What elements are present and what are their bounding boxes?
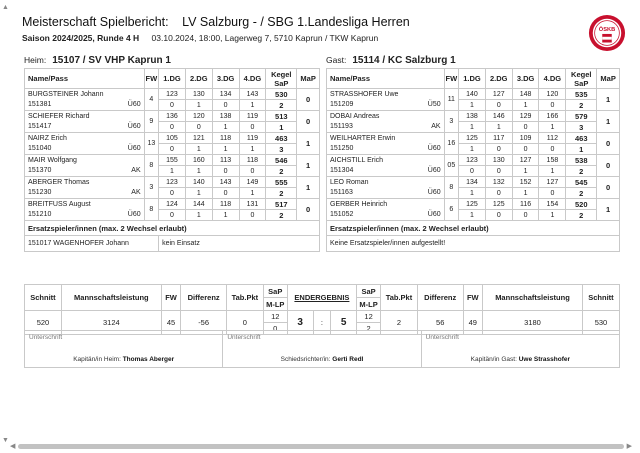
set-point: 0 bbox=[512, 144, 539, 155]
game-score: 130 bbox=[485, 155, 512, 166]
player-sap: 2 bbox=[266, 166, 297, 177]
player-row bbox=[25, 111, 320, 122]
set-point: 0 bbox=[512, 210, 539, 221]
player-class: Ü60 bbox=[127, 210, 141, 218]
game-score: 118 bbox=[212, 199, 239, 210]
player-map: 1 bbox=[297, 155, 320, 177]
guest-captain-signature: Unterschrift Kapitän/in Gast: Uwe Strasshofer bbox=[425, 334, 570, 363]
substitute-status: kein Einsatz bbox=[159, 236, 320, 252]
player-name: LEO Roman bbox=[330, 178, 369, 186]
set-point: 1 bbox=[159, 166, 186, 177]
set-point: 0 bbox=[159, 188, 186, 199]
player-map: 1 bbox=[297, 133, 320, 155]
set-point: 1 bbox=[512, 188, 539, 199]
game-score: 117 bbox=[485, 133, 512, 144]
game-score: 130 bbox=[185, 89, 212, 100]
player-class: Ü60 bbox=[127, 122, 141, 130]
player-name: AICHSTILL Erich bbox=[330, 156, 384, 164]
player-sap: 2 bbox=[266, 188, 297, 199]
column-header: 1.DG bbox=[459, 69, 486, 89]
player-name-cell bbox=[327, 89, 445, 111]
set-point: 0 bbox=[485, 144, 512, 155]
set-point: 1 bbox=[185, 188, 212, 199]
player-kegel-total: 530 bbox=[266, 89, 297, 100]
player-class: AK bbox=[431, 122, 441, 130]
set-point: 1 bbox=[485, 122, 512, 133]
game-score: 119 bbox=[239, 111, 266, 122]
player-fw: 8 bbox=[144, 155, 158, 177]
game-score: 121 bbox=[185, 133, 212, 144]
player-map: 0 bbox=[297, 111, 320, 133]
player-fw: 4 bbox=[144, 89, 158, 111]
player-row bbox=[327, 199, 620, 210]
player-kegel-total: 579 bbox=[566, 111, 597, 122]
game-score: 143 bbox=[239, 89, 266, 100]
column-header: 2.DG bbox=[485, 69, 512, 89]
set-point: 1 bbox=[185, 210, 212, 221]
player-class: Ü60 bbox=[427, 188, 441, 196]
game-score: 160 bbox=[185, 155, 212, 166]
player-pass: 151052 bbox=[330, 210, 354, 218]
game-score: 140 bbox=[459, 89, 486, 100]
player-fw: 6 bbox=[444, 199, 458, 221]
player-fw: 13 bbox=[144, 133, 158, 155]
game-score: 134 bbox=[459, 177, 486, 188]
set-point: 1 bbox=[212, 210, 239, 221]
player-row bbox=[327, 177, 620, 188]
game-score: 166 bbox=[539, 111, 566, 122]
player-sap: 2 bbox=[566, 210, 597, 221]
column-header: 4.DG bbox=[539, 69, 566, 89]
set-point: 0 bbox=[485, 210, 512, 221]
player-kegel-total: 513 bbox=[266, 111, 297, 122]
game-score: 113 bbox=[212, 155, 239, 166]
scroll-left-icon[interactable]: ◀ bbox=[10, 443, 16, 450]
player-name: WEILHARTER Erwin bbox=[330, 134, 396, 142]
column-header: Kegel SaP bbox=[266, 69, 297, 89]
column-header: FW bbox=[444, 69, 458, 89]
guest-players-table bbox=[326, 68, 620, 252]
game-score: 132 bbox=[485, 177, 512, 188]
player-sap: 2 bbox=[566, 166, 597, 177]
no-substitutes-note: Keine Ersatzspieler/innen aufgestellt! bbox=[327, 236, 620, 252]
game-score: 124 bbox=[159, 199, 186, 210]
player-map: 1 bbox=[597, 199, 620, 221]
game-score: 123 bbox=[159, 89, 186, 100]
player-map: 1 bbox=[597, 111, 620, 133]
set-point: 1 bbox=[239, 144, 266, 155]
column-header: 3.DG bbox=[212, 69, 239, 89]
player-name-cell bbox=[327, 111, 445, 133]
player-class: AK bbox=[131, 166, 141, 174]
set-point: 1 bbox=[459, 100, 486, 111]
scrollbar-thumb[interactable] bbox=[18, 444, 624, 449]
scroll-down-icon[interactable]: ▼ bbox=[2, 437, 9, 444]
game-score: 127 bbox=[539, 177, 566, 188]
game-score: 123 bbox=[159, 177, 186, 188]
player-name: NAIRZ Erich bbox=[28, 134, 67, 142]
player-sap: 3 bbox=[566, 122, 597, 133]
set-point: 0 bbox=[239, 166, 266, 177]
game-score: 123 bbox=[459, 155, 486, 166]
player-name: GERBER Heinrich bbox=[330, 200, 388, 208]
game-score: 144 bbox=[185, 199, 212, 210]
player-map: 0 bbox=[297, 199, 320, 221]
player-name-cell bbox=[25, 133, 145, 155]
game-score: 120 bbox=[185, 111, 212, 122]
player-row bbox=[25, 89, 320, 100]
player-map: 0 bbox=[597, 177, 620, 199]
player-row bbox=[327, 155, 620, 166]
set-point: 1 bbox=[212, 122, 239, 133]
player-class: Ü60 bbox=[427, 166, 441, 174]
player-map: 0 bbox=[297, 89, 320, 111]
substitutes-heading: Ersatzspieler/innen (max. 2 Wechsel erlaubt) bbox=[327, 221, 620, 236]
set-point: 0 bbox=[159, 144, 186, 155]
column-header: Name/Pass bbox=[327, 69, 445, 89]
player-name: DOBAI Andreas bbox=[330, 112, 380, 120]
set-point: 1 bbox=[459, 210, 486, 221]
substitutes-heading: Ersatzspieler/innen (max. 2 Wechsel erlaubt) bbox=[25, 221, 320, 236]
player-class: Ü60 bbox=[127, 100, 141, 108]
set-point: 1 bbox=[539, 122, 566, 133]
set-point: 0 bbox=[539, 144, 566, 155]
set-point: 1 bbox=[539, 210, 566, 221]
column-header: 4.DG bbox=[239, 69, 266, 89]
player-pass: 151250 bbox=[330, 144, 354, 152]
player-sap: 2 bbox=[566, 100, 597, 111]
game-score: 116 bbox=[512, 199, 539, 210]
set-point: 1 bbox=[212, 144, 239, 155]
player-sap: 3 bbox=[266, 144, 297, 155]
game-score: 127 bbox=[512, 155, 539, 166]
referee-signature: Unterschrift Schiedsrichter/in: Gerti Redl bbox=[223, 331, 421, 367]
set-point: 0 bbox=[212, 100, 239, 111]
player-kegel-total: 535 bbox=[566, 89, 597, 100]
set-point: 1 bbox=[185, 144, 212, 155]
column-header: Name/Pass bbox=[25, 69, 145, 89]
game-score: 148 bbox=[512, 89, 539, 100]
set-point: 1 bbox=[239, 100, 266, 111]
game-score: 119 bbox=[239, 133, 266, 144]
player-row bbox=[25, 177, 320, 188]
set-point: 0 bbox=[212, 188, 239, 199]
player-fw: 16 bbox=[444, 133, 458, 155]
game-score: 146 bbox=[485, 111, 512, 122]
game-score: 112 bbox=[539, 133, 566, 144]
vertical-scrollbar[interactable] bbox=[2, 4, 10, 444]
player-name-cell bbox=[25, 89, 145, 111]
column-header: MaP bbox=[297, 69, 320, 89]
set-point: 0 bbox=[485, 166, 512, 177]
game-score: 125 bbox=[459, 199, 486, 210]
game-score: 105 bbox=[159, 133, 186, 144]
player-class: Ü60 bbox=[427, 210, 441, 218]
set-point: 0 bbox=[239, 210, 266, 221]
guest-final-score: 5 bbox=[331, 311, 357, 335]
game-score: 131 bbox=[239, 199, 266, 210]
player-name-cell bbox=[25, 199, 145, 221]
game-score: 136 bbox=[159, 111, 186, 122]
player-row bbox=[25, 155, 320, 166]
game-score: 143 bbox=[212, 177, 239, 188]
set-point: 0 bbox=[485, 188, 512, 199]
scroll-right-icon[interactable]: ▶ bbox=[626, 443, 632, 450]
svg-text:ÖSKB: ÖSKB bbox=[598, 27, 616, 34]
set-point: 0 bbox=[185, 122, 212, 133]
player-pass: 151381 bbox=[28, 100, 52, 108]
player-pass: 151193 bbox=[330, 122, 353, 130]
player-class: Ü60 bbox=[427, 144, 441, 152]
set-point: 1 bbox=[539, 166, 566, 177]
player-map: 0 bbox=[597, 133, 620, 155]
player-name-cell bbox=[327, 199, 445, 221]
home-team-label: Heim: 15107 / SV VHP Kaprun 1 bbox=[24, 55, 171, 66]
column-header: MaP bbox=[597, 69, 620, 89]
table-header bbox=[327, 69, 620, 89]
game-score: 154 bbox=[539, 199, 566, 210]
player-fw: 3 bbox=[144, 177, 158, 199]
player-name: BREITFUSS August bbox=[28, 200, 91, 208]
set-point: 1 bbox=[459, 122, 486, 133]
set-point: 1 bbox=[459, 188, 486, 199]
game-score: 152 bbox=[512, 177, 539, 188]
player-row bbox=[25, 133, 320, 144]
set-point: 0 bbox=[485, 100, 512, 111]
game-score: 109 bbox=[512, 133, 539, 144]
player-kegel-total: 546 bbox=[266, 155, 297, 166]
substitute-player: 151017 WAGENHOFER Johann bbox=[25, 236, 159, 252]
player-pass: 151230 bbox=[28, 188, 52, 196]
player-name: BURGSTEINER Johann bbox=[28, 90, 104, 98]
player-kegel-total: 538 bbox=[566, 155, 597, 166]
player-row bbox=[327, 89, 620, 100]
home-captain-signature: Unterschrift Kapitän/in Heim: Thomas Aberger bbox=[25, 331, 223, 367]
player-name-cell bbox=[25, 111, 145, 133]
summary-header-row: Schnitt Mannschaftsleistung FW Differenz Tab.Pkt SaP ENDERGEBNIS SaP Tab.Pkt Differenz FW Mannschaftsleistung Schnitt bbox=[25, 285, 620, 298]
player-kegel-total: 520 bbox=[566, 199, 597, 210]
column-header: FW bbox=[144, 69, 158, 89]
game-score: 155 bbox=[159, 155, 186, 166]
player-fw: 8 bbox=[444, 177, 458, 199]
set-point: 0 bbox=[159, 210, 186, 221]
set-point: 0 bbox=[539, 188, 566, 199]
horizontal-scrollbar[interactable] bbox=[10, 441, 632, 451]
oskb-logo bbox=[588, 14, 626, 52]
player-kegel-total: 545 bbox=[566, 177, 597, 188]
game-score: 125 bbox=[459, 133, 486, 144]
match-info: Saison 2024/2025, Runde 4 H 03.10.2024, 18:00, Lagerweg 7, 5710 Kaprun / TKW Kaprun bbox=[22, 33, 379, 43]
player-fw: 05 bbox=[444, 155, 458, 177]
game-score: 118 bbox=[239, 155, 266, 166]
game-score: 158 bbox=[539, 155, 566, 166]
game-score: 125 bbox=[485, 199, 512, 210]
player-sap: 2 bbox=[266, 210, 297, 221]
set-point: 0 bbox=[512, 122, 539, 133]
set-point: 1 bbox=[185, 166, 212, 177]
game-score: 149 bbox=[239, 177, 266, 188]
set-point: 1 bbox=[239, 188, 266, 199]
player-kegel-total: 555 bbox=[266, 177, 297, 188]
game-score: 134 bbox=[212, 89, 239, 100]
player-kegel-total: 517 bbox=[266, 199, 297, 210]
set-point: 0 bbox=[159, 122, 186, 133]
result-summary-table: Schnitt Mannschaftsleistung FW Differenz Tab.Pkt SaP ENDERGEBNIS SaP Tab.Pkt Differenz FW Mannschaftsleistung Schnitt M-LP M-LP 520 3124 45 -56 0 12 3 : 5 12 2 56 49 3180 530 0 2 bbox=[24, 284, 620, 335]
game-score: 138 bbox=[212, 111, 239, 122]
player-map: 0 bbox=[597, 155, 620, 177]
player-map: 1 bbox=[597, 89, 620, 111]
player-name: MAIR Wolfgang bbox=[28, 156, 77, 164]
summary-values-row: 520 3124 45 -56 0 12 3 : 5 12 2 56 49 3180 530 bbox=[25, 311, 620, 323]
set-point: 0 bbox=[239, 122, 266, 133]
set-point: 0 bbox=[539, 100, 566, 111]
column-header: 1.DG bbox=[159, 69, 186, 89]
player-fw: 9 bbox=[144, 111, 158, 133]
set-point: 0 bbox=[459, 166, 486, 177]
player-pass: 151370 bbox=[28, 166, 52, 174]
player-pass: 151040 bbox=[28, 144, 52, 152]
home-final-score: 3 bbox=[287, 311, 313, 335]
set-point: 0 bbox=[212, 166, 239, 177]
set-point: 0 bbox=[159, 100, 186, 111]
column-header: 2.DG bbox=[185, 69, 212, 89]
guest-team-label: Gast: 15114 / KC Salzburg 1 bbox=[326, 55, 456, 66]
set-point: 1 bbox=[459, 144, 486, 155]
game-score: 140 bbox=[185, 177, 212, 188]
player-name-cell bbox=[25, 177, 145, 199]
set-point: 1 bbox=[185, 100, 212, 111]
set-point: 1 bbox=[512, 100, 539, 111]
player-kegel-total: 463 bbox=[266, 133, 297, 144]
player-sap: 1 bbox=[266, 122, 297, 133]
player-pass: 151209 bbox=[330, 100, 354, 108]
game-score: 118 bbox=[212, 133, 239, 144]
column-header: Kegel SaP bbox=[566, 69, 597, 89]
player-sap: 1 bbox=[566, 144, 597, 155]
player-name: SCHIEFER Richard bbox=[28, 112, 90, 120]
player-name: STRASSHOFER Uwe bbox=[330, 90, 399, 98]
scroll-up-icon[interactable]: ▲ bbox=[2, 4, 9, 11]
player-name-cell bbox=[25, 155, 145, 177]
player-row bbox=[327, 111, 620, 122]
game-score: 120 bbox=[539, 89, 566, 100]
game-score: 129 bbox=[512, 111, 539, 122]
set-point: 1 bbox=[512, 166, 539, 177]
player-sap: 2 bbox=[566, 188, 597, 199]
player-row bbox=[25, 199, 320, 210]
player-fw: 11 bbox=[444, 89, 458, 111]
player-pass: 151210 bbox=[28, 210, 52, 218]
player-name-cell bbox=[327, 177, 445, 199]
player-name: ABERGER Thomas bbox=[28, 178, 90, 186]
player-class: AK bbox=[131, 188, 141, 196]
player-row bbox=[327, 133, 620, 144]
page-title: Meisterschaft Spielbericht: LV Salzburg - / SBG 1.Landesliga Herren bbox=[22, 15, 410, 29]
player-pass: 151304 bbox=[330, 166, 354, 174]
player-class: Ü50 bbox=[427, 100, 441, 108]
player-pass: 151417 bbox=[28, 122, 52, 130]
player-fw: 8 bbox=[144, 199, 158, 221]
player-kegel-total: 463 bbox=[566, 133, 597, 144]
player-map: 1 bbox=[297, 177, 320, 199]
table-header bbox=[25, 69, 320, 89]
player-class: Ü60 bbox=[127, 144, 141, 152]
home-players-table bbox=[24, 68, 320, 252]
player-sap: 2 bbox=[266, 100, 297, 111]
column-header: 3.DG bbox=[512, 69, 539, 89]
player-name-cell bbox=[327, 155, 445, 177]
player-pass: 151163 bbox=[330, 188, 353, 196]
player-fw: 3 bbox=[444, 111, 458, 133]
signature-section bbox=[24, 330, 620, 368]
game-score: 127 bbox=[485, 89, 512, 100]
player-name-cell bbox=[327, 133, 445, 155]
game-score: 138 bbox=[459, 111, 486, 122]
